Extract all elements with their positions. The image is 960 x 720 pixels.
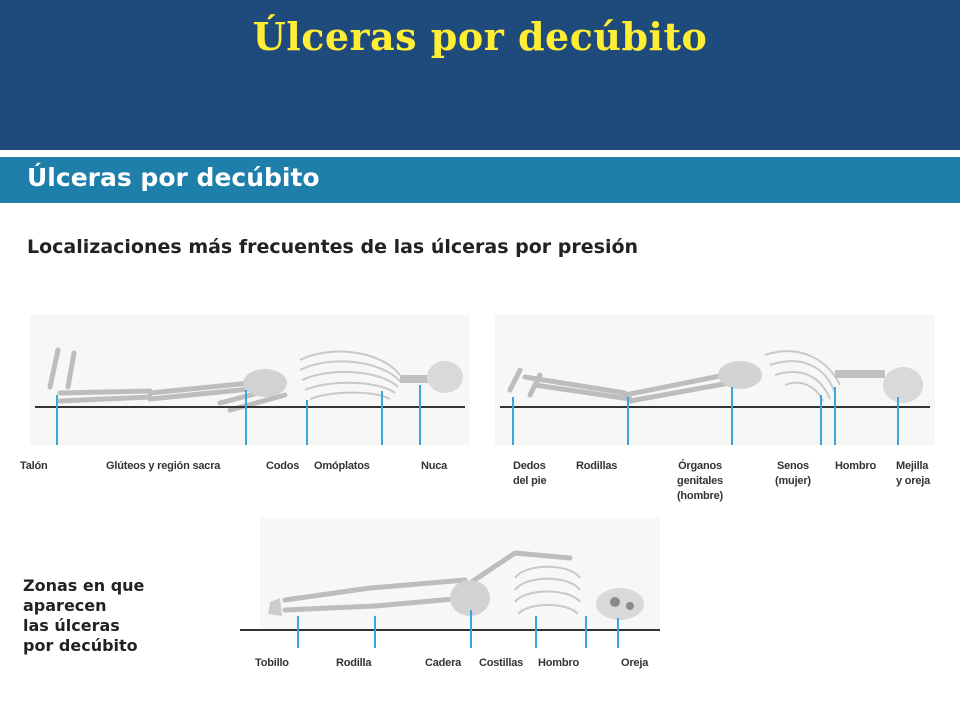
label-omoplatos: Omóplatos [314,460,370,472]
lateral-skeleton-illustration [240,518,660,648]
label-nuca: Nuca [421,460,448,472]
section-title: Úlceras por decúbito [27,163,320,192]
label-costillas: Costillas [479,657,524,669]
prone-skeleton-illustration [495,315,935,445]
lateral-figure [240,518,660,648]
lateral-caption: Zonas en que aparecen las úlceras por decúbito [23,576,145,655]
label-rodilla: Rodilla [336,657,372,669]
label-hombro-prone: Hombro [835,460,876,472]
label-tobillo: Tobillo [255,657,289,669]
label-dedos-del-pie: Dedos del pie [513,460,547,487]
label-hombro-lateral: Hombro [538,657,579,669]
section-bar [0,157,960,203]
label-mejilla-oreja: Mejilla y oreja [896,460,931,487]
label-codos: Codos [266,460,300,472]
label-senos: Senos (mujer) [775,460,811,487]
label-talon: Talón [20,460,48,472]
label-cadera: Cadera [425,657,462,669]
supine-figure [30,315,470,445]
label-rodillas: Rodillas [576,460,618,472]
label-organos-genitales: Órganos genitales (hombre) [676,460,724,502]
slide-header [0,0,960,150]
supine-skeleton-illustration [30,315,470,445]
label-oreja: Oreja [621,657,649,669]
prone-figure [495,315,935,445]
slide-title: Úlceras por decúbito [252,14,708,59]
subtitle: Localizaciones más frecuentes de las úlceras por presión [27,236,639,258]
label-gluteos: Glúteos y región sacra [106,460,221,472]
